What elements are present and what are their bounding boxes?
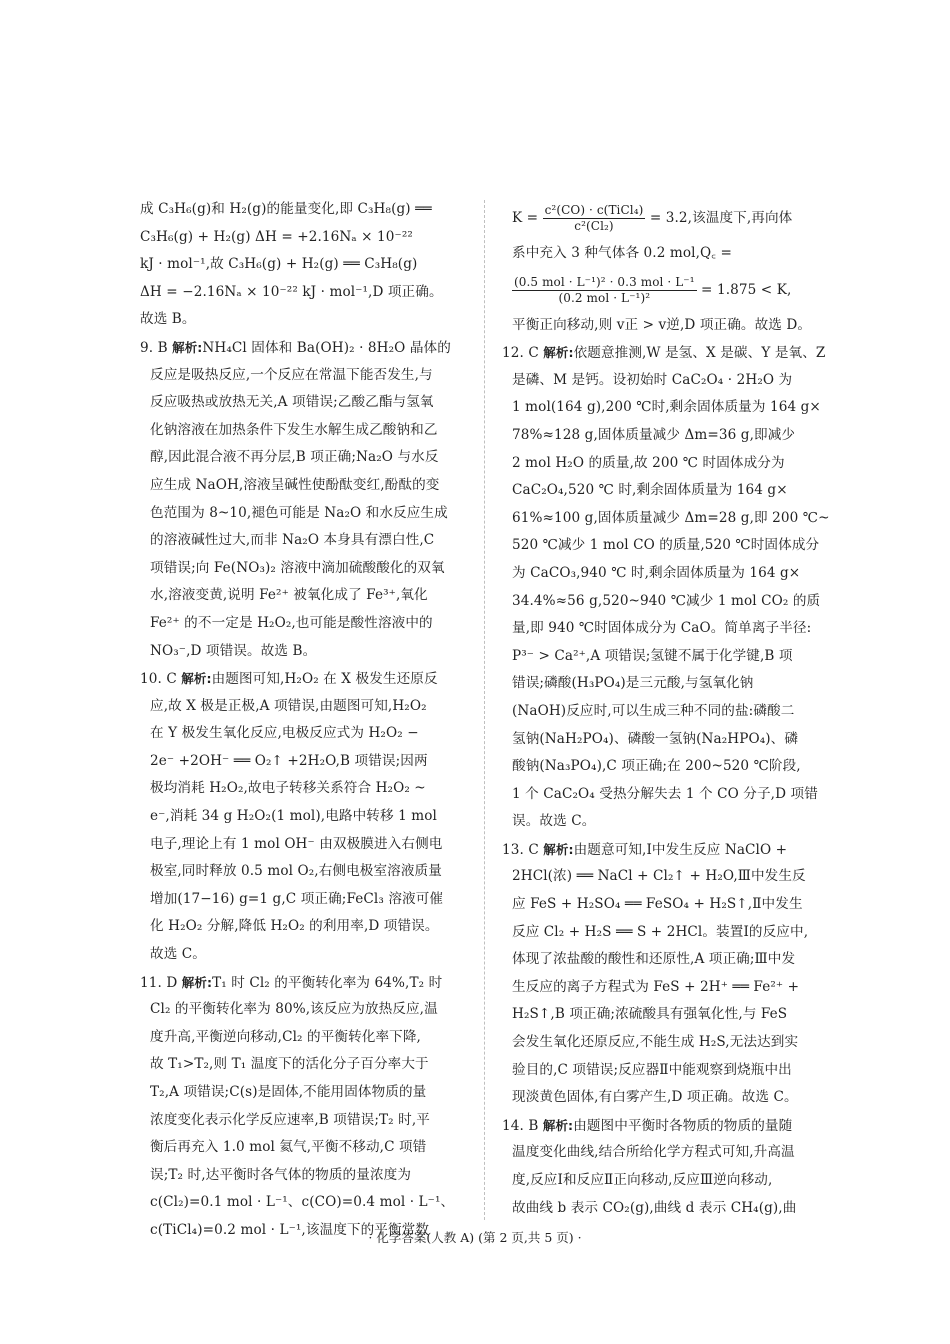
text-line: 应,故 X 极是正极,A 项错误,由题图可知,H₂O₂	[150, 697, 427, 714]
question-number: 13. C	[502, 841, 539, 858]
answer-heading	[140, 969, 476, 997]
answer-q13	[502, 836, 834, 1112]
text-line: 故 T₁>T₂,则 T₁ 温度下的活化分子百分率大于	[150, 1056, 429, 1073]
text-line: T₁ 时 Cl₂ 的平衡转化率为 64%,T₂ 时	[212, 974, 443, 991]
text-line: 浓度变化表示化学反应速率,B 项错误;T₂ 时,平	[150, 1111, 430, 1128]
text-line: 由题图中平衡时各物质的物质的量随	[573, 1117, 793, 1134]
analysis-label: 解析:	[181, 671, 212, 687]
text-line: 生反应的离子方程式为 FeS + 2H⁺ ══ Fe²⁺ +	[512, 978, 800, 995]
text-line: 78%≈128 g,固体质量减少 Δm=36 g,即减少	[512, 426, 796, 443]
k-numerator: c²(CO) · c(TiCl₄)	[544, 203, 644, 217]
k-prefix: K =	[512, 210, 539, 226]
text-line: 增加(17−16) g=1 g,C 项正确;FeCl₃ 溶液可催	[150, 890, 444, 907]
text-line: 醇,因此混合液不再分层,B 项正确;Na₂O 与水反	[150, 449, 439, 466]
text-line: 误;T₂ 时,达平衡时各气体的物质的量浓度为	[150, 1166, 412, 1183]
answer-heading	[502, 339, 834, 367]
text-line: 度升高,平衡逆向移动,Cl₂ 的平衡转化率下降,	[150, 1028, 421, 1045]
text-line: 化钠溶液在加热条件下发生水解生成乙酸钠和乙	[150, 421, 438, 438]
text-line: 错误;磷酸(H₃PO₄)是三元酸,与氢氧化钠	[512, 675, 754, 692]
text-line: H₂S↑,B 项正确;浓硫酸具有强氧化性,与 FeS	[512, 1006, 788, 1023]
text-line: 体现了浓盐酸的酸性和还原性,A 项正确;Ⅲ中发	[512, 951, 796, 968]
answer-q10	[140, 665, 476, 969]
text-line: C₃H₆(g) + H₂(g) ΔH = +2.16Nₐ × 10⁻²²	[140, 228, 413, 245]
text-line: NH₄Cl 固体和 Ba(OH)₂ · 8H₂O 晶体的	[202, 339, 451, 356]
right-column	[502, 196, 834, 1222]
text-line: c(Cl₂)=0.1 mol · L⁻¹、c(CO)=0.4 mol · L⁻¹、	[150, 1194, 455, 1211]
k-denominator: c²(Cl₂)	[574, 219, 614, 233]
answer-heading	[502, 1112, 834, 1140]
text-line: P³⁻ > Ca²⁺,A 项错误;氢键不属于化学键,B 项	[512, 647, 793, 664]
text-line: 度,反应Ⅰ和反应Ⅱ正向移动,反应Ⅲ逆向移动,	[512, 1172, 773, 1188]
qc-fraction	[512, 275, 697, 306]
text-line: 故选 B。	[140, 311, 196, 328]
answer-q11	[140, 969, 476, 1245]
text-line: CaC₂O₄,520 ℃ 时,剩余固体质量为 164 g×	[512, 482, 788, 499]
k-suffix: = 3.2,该温度下,再向体	[649, 210, 793, 226]
text-line: 会发生氧化还原反应,不能生成 H₂S,无法达到实	[512, 1034, 799, 1051]
text-line: 2HCl(浓) ══ NaCl + Cl₂↑ + H₂O,Ⅲ中发生反	[512, 868, 806, 885]
text-line: 2 mol H₂O 的质量,故 200 ℃ 时固体成分为	[512, 454, 785, 471]
question-number: 9. B	[140, 339, 168, 356]
text-line: (NaOH)反应时,可以生成三种不同的盐:磷酸二	[512, 702, 795, 719]
reaction-quotient-formula	[502, 268, 834, 312]
text-line: 极均消耗 H₂O₂,故电子转移关系符合 H₂O₂ ~	[150, 780, 426, 797]
equilibrium-constant-formula	[502, 196, 834, 240]
text-line: 反应 Cl₂ + H₂S ══ S + 2HCl。装置Ⅰ的反应中,	[512, 923, 809, 940]
text-line: 应生成 NaOH,溶液呈碱性使酚酞变红,酚酞的变	[150, 476, 440, 493]
text-line: 氢钠(NaH₂PO₄)、磷酸一氢钠(Na₂HPO₄)、磷	[512, 730, 799, 747]
column-divider	[484, 200, 485, 1220]
k-fraction	[543, 203, 646, 234]
answer-heading	[502, 836, 834, 864]
text-line: 61%≈100 g,固体质量减少 Δm=28 g,即 200 ℃~	[512, 509, 830, 526]
text-line: 故选 C。	[150, 946, 207, 963]
text-line: Cl₂ 的平衡转化率为 80%,该反应为放热反应,温	[150, 1001, 438, 1018]
text-line: 平衡正向移动,则 v正 > v逆,D 项正确。故选 D。	[512, 316, 812, 333]
text-line: 电子,理论上有 1 mol OH⁻ 由双极膜进入右侧电	[150, 835, 443, 852]
text-line: 1 个 CaC₂O₄ 受热分解失去 1 个 CO 分子,D 项错	[512, 785, 818, 802]
qc-denominator: (0.2 mol · L⁻¹)²	[558, 290, 651, 305]
text-line: 衡后再充入 1.0 mol 氦气,平衡不移动,C 项错	[150, 1139, 427, 1156]
text-line: 温度变化曲线,结合所给化学方程式可知,升高温	[512, 1144, 795, 1161]
text-line: 色范围为 8~10,褪色可能是 Na₂O 和水反应生成	[150, 504, 448, 521]
text-line: 现淡黄色固体,有白雾产生,D 项正确。故选 C。	[512, 1089, 798, 1106]
text-line: 由题意可知,Ⅰ中发生反应 NaClO +	[573, 841, 788, 858]
q8-continuation	[140, 196, 476, 334]
text-line: c(TiCl₄)=0.2 mol · L⁻¹,该温度下的平衡常数	[150, 1221, 430, 1238]
qc-suffix: = 1.875 < K,	[701, 281, 792, 298]
analysis-label: 解析:	[172, 339, 203, 355]
analysis-label: 解析:	[181, 974, 213, 990]
answer-q12	[502, 339, 834, 836]
question-number: 11. D	[140, 974, 178, 991]
text-line: 成 C₃H₆(g)和 H₂(g)的能量变化,即 C₃H₈(g) ══	[140, 201, 432, 217]
text-line: NO₃⁻,D 项错误。故选 B。	[150, 642, 317, 659]
text-line: Fe²⁺ 的不一定是 H₂O₂,也可能是酸性溶液中的	[150, 614, 433, 631]
text-line: 故曲线 b 表示 CO₂(g),曲线 d 表示 CH₄(g),曲	[512, 1199, 797, 1216]
answer-heading	[140, 665, 476, 693]
text-line: 的溶液碱性过大,而非 Na₂O 本身具有漂白性,C	[150, 532, 435, 549]
text-line: T₂,A 项错误;C(s)是固体,不能用固体物质的量	[150, 1084, 427, 1100]
text-line: 项错误;向 Fe(NO₃)₂ 溶液中滴加硫酸酸化的双氧	[150, 559, 445, 576]
text-line: 化 H₂O₂ 分解,降低 H₂O₂ 的利用率,D 项错误。	[150, 918, 439, 935]
text-line: 是磷、M 是钙。设初始时 CaC₂O₄ · 2H₂O 为	[512, 371, 793, 388]
text-line: 反应是吸热反应,一个反应在常温下能否发生,与	[150, 366, 433, 383]
text-line: 水,溶液变黄,说明 Fe²⁺ 被氧化成了 Fe³⁺,氧化	[150, 587, 428, 604]
left-column	[140, 196, 476, 1245]
text-line: 反应吸热或放热无关,A 项错误;乙酸乙酯与氢氧	[150, 394, 434, 411]
qc-numerator: (0.5 mol · L⁻¹)² · 0.3 mol · L⁻¹	[514, 274, 695, 289]
text-line: 由题图可知,H₂O₂ 在 X 极发生还原反	[211, 671, 438, 688]
text-line: 为 CaCO₃,940 ℃ 时,剩余固体质量为 164 g×	[512, 564, 801, 581]
text-line: 误。故选 C。	[512, 813, 596, 830]
text-line: 34.4%≈56 g,520~940 ℃减少 1 mol CO₂ 的质	[512, 592, 821, 609]
analysis-label: 解析:	[542, 1117, 574, 1133]
question-number: 10. C	[140, 671, 177, 688]
answer-q14	[502, 1112, 834, 1222]
text-line: 酸钠(Na₃PO₄),C 项正确;在 200~520 ℃阶段,	[512, 758, 801, 775]
text-line: 系中充入 3 种气体各 0.2 mol,Q꜀ =	[512, 245, 733, 261]
text-line: 验目的,C 项错误;反应器Ⅱ中能观察到烧瓶中出	[512, 1061, 792, 1078]
text-line: 应 FeS + H₂SO₄ ══ FeSO₄ + H₂S↑,Ⅱ中发生	[512, 896, 803, 913]
text-line: 依题意推测,W 是氢、X 是碳、Y 是氧、Z	[573, 345, 826, 362]
page-footer: · 化学答案(人教 A) (第 2 页,共 5 页) ·	[368, 1230, 582, 1245]
text-line: ΔH = −2.16Nₐ × 10⁻²² kJ · mol⁻¹,D 项正确。	[140, 283, 443, 300]
text-line: e⁻,消耗 34 g H₂O₂(1 mol),电路中转移 1 mol	[150, 808, 437, 825]
answer-q9	[140, 334, 476, 665]
text-line: 2e⁻ +2OH⁻ ══ O₂↑ +2H₂O,B 项错误;因两	[150, 752, 428, 769]
question-number: 14. B	[502, 1117, 539, 1134]
text-line: 量,即 940 ℃时固体成分为 CaO。简单离子半径:	[512, 620, 812, 637]
analysis-label: 解析:	[543, 841, 574, 857]
text-line: kJ · mol⁻¹,故 C₃H₆(g) + H₂(g) ══ C₃H₈(g)	[140, 256, 418, 273]
q11-continuation	[502, 196, 834, 339]
answer-heading	[140, 334, 476, 362]
text-line: 1 mol(164 g),200 ℃时,剩余固体质量为 164 g×	[512, 399, 821, 416]
analysis-label: 解析:	[543, 345, 574, 361]
text-line: 在 Y 极发生氧化反应,电极反应式为 H₂O₂ −	[150, 725, 419, 742]
text-line: 极室,同时释放 0.5 mol O₂,右侧电极室溶液质量	[150, 863, 442, 880]
text-line: 520 ℃减少 1 mol CO 的质量,520 ℃时固体成分	[512, 537, 820, 554]
question-number: 12. C	[502, 345, 539, 362]
